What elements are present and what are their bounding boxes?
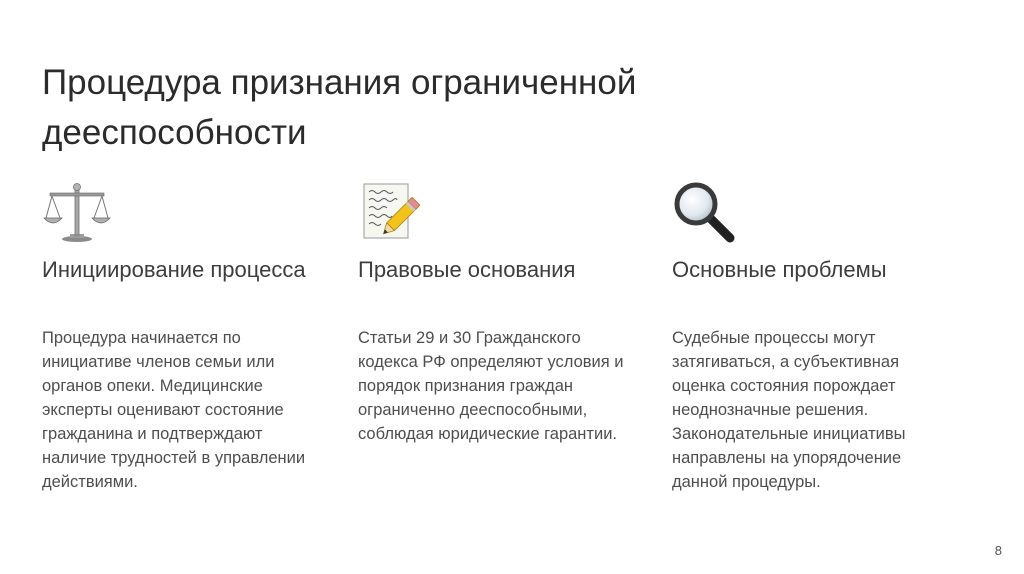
column-main-problems <box>672 180 942 494</box>
memo-pencil-icon <box>358 180 428 244</box>
magnifying-glass-icon <box>672 180 742 244</box>
column-text: Статьи 29 и 30 Гражданского кодекса РФ определяют условия и порядок признания граждан ограниченно дееспособными, соблюдая юридические гарантии. <box>358 329 624 443</box>
column-initiation <box>42 180 312 494</box>
column-heading: Инициирование процесса <box>42 257 306 282</box>
column-heading: Правовые основания <box>358 257 576 282</box>
column-text: Судебные процессы могут затягиваться, а субъективная оценка состояния порождает неоднозначные решения. Законодательные инициативы направлены на упорядочение данной процедуры. <box>672 329 906 491</box>
scales-icon <box>42 180 112 244</box>
column-legal-basis <box>358 180 628 446</box>
column-heading: Основные проблемы <box>672 257 887 282</box>
page-title: Процедура признания ограниченной дееспособности <box>42 63 637 152</box>
page-number: 8 <box>994 543 1002 558</box>
column-text: Процедура начинается по инициативе членов семьи или органов опеки. Медицинские эксперты оценивают состояние гражданина и подтверждают наличие трудностей в управлении действиями. <box>42 329 306 491</box>
